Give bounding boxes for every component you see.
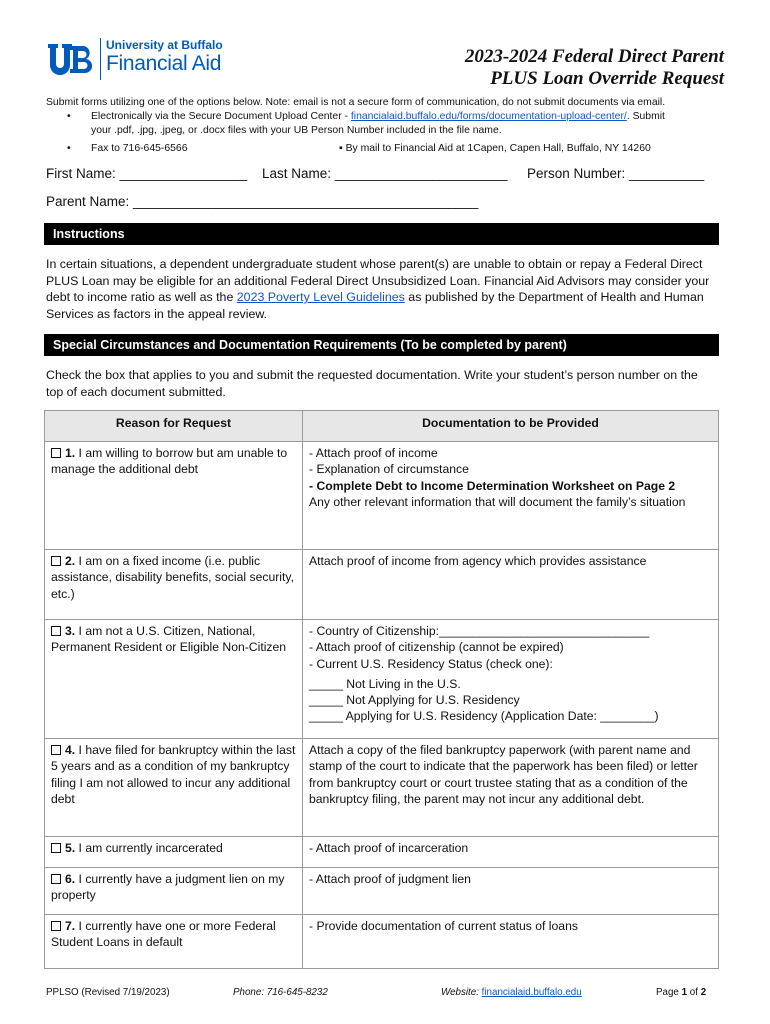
documentation-cell [303,837,719,868]
checkbox-2[interactable] [51,556,61,566]
checkbox-7[interactable] [51,921,61,931]
checkbox-1[interactable] [51,448,61,458]
table-row [45,868,719,915]
documentation-cell [303,442,719,550]
bullet-dot: • [67,111,71,122]
bullet-dot: ▪ [339,143,346,154]
doc-item[interactable]: - Country of Citizenship:_______________________________ [309,624,650,638]
document-title [465,46,724,90]
checkbox-3[interactable] [51,626,61,636]
first-name-field[interactable]: First Name: _________________ [46,166,248,181]
instructions-text-start: In certain situations, a dependent undergraduate student whose parent(s) are unable to obtain or repay a Federal Direct PLUS Loan may be eligible for an additional Federal Direct Unsubsidized Loan. Financial Aid Advisors may consider your debt to income ratio as well as the [46,257,710,305]
reason-text: I currently have one or more Federal Student Loans in default [51,919,276,950]
bullet-dot: • [67,143,71,154]
table-row [45,915,719,969]
page-total: 2 [700,987,707,998]
documentation-cell [303,868,719,915]
doc-item: Attach a copy of the filed bankruptcy paperwork (with parent name and stamp of the court to indicate that the paperwork has been filed) or letter from bankruptcy court or court trustee stating that as a condition of the bankruptcy filing, the parent may not incur any additional debt. [309,743,698,806]
reason-cell[interactable] [45,837,303,868]
checkbox-6[interactable] [51,874,61,884]
logo-department-name: Financial Aid [106,52,222,75]
doc-item: - Complete Debt to Income Determination Worksheet on Page 2 [309,478,676,493]
reason-text: I am on a fixed income (i.e. public assistance, disability benefits, social security, etc.) [51,554,294,601]
reason-number: 2. [65,554,76,568]
table-row [45,442,719,550]
mail-option [339,142,651,156]
residency-option[interactable]: _____ Not Living in the U.S. [309,676,461,691]
reason-cell[interactable] [45,739,303,837]
doc-item: - Attach proof of judgment lien [309,872,471,886]
mail-text: By mail to Financial Aid at 1Capen, Capen Hall, Buffalo, NY 14260 [345,143,651,154]
reason-cell[interactable] [45,620,303,739]
doc-item: - Current U.S. Residency Status (check one): [309,656,553,671]
last-name-field[interactable]: Last Name: _______________________ [262,166,508,181]
reason-number: 7. [65,919,76,933]
reason-number: 5. [65,841,76,855]
upload-suffix: . Submit [626,111,665,122]
poverty-guidelines-link[interactable]: 2023 Poverty Level Guidelines [236,290,405,305]
reason-number: 3. [65,624,76,638]
ub-monogram-icon [48,42,96,76]
reason-text: I am willing to borrow but am unable to manage the additional debt [51,446,288,477]
upload-line-2: your .pdf, .jpg, .jpeg, or .docx files with your UB Person Number included in the file name. [91,125,502,136]
special-circumstances-heading: Special Circumstances and Documentation Requirements (To be completed by parent) [44,334,719,356]
upload-prefix: Electronically via the Secure Document Upload Center - [91,111,351,122]
requirements-table [44,410,719,969]
title-line-2: PLUS Loan Override Request [490,68,724,89]
table-row [45,739,719,837]
documentation-cell [303,620,719,739]
reason-number: 1. [65,446,76,460]
reason-text: I am not a U.S. Citizen, National, Permanent Resident or Eligible Non-Citizen [51,624,287,655]
website-link[interactable]: financialaid.buffalo.edu [481,987,582,998]
ub-logo [48,38,238,84]
page-number: 1 [681,987,688,998]
doc-item: - Provide documentation of current status of loans [309,919,578,933]
residency-option[interactable]: _____ Applying for U.S. Residency (Application Date: ________) [309,709,659,724]
residency-option[interactable]: _____ Not Applying for U.S. Residency [309,693,520,708]
table-row [45,550,719,620]
doc-item: Any other relevant information that will document the family’s situation [309,494,686,509]
footer-website [441,987,582,998]
submission-intro: Submit forms utilizing one of the options below. Note: email is not a secure form of communication, do not submit documents via email. [46,97,666,108]
reason-cell[interactable] [45,915,303,969]
table-header-row [45,411,719,442]
page-of: of [687,987,701,998]
table-row [45,837,719,868]
website-label: Website: [441,987,482,998]
doc-item: - Attach proof of incarceration [309,841,469,855]
fax-text: Fax to 716-645-6566 [91,143,188,154]
checkbox-5[interactable] [51,843,61,853]
logo-university-name: University at Buffalo [106,38,223,52]
reason-number: 4. [65,743,76,757]
reason-text: I have filed for bankruptcy within the last 5 years and as a condition of my bankruptcy filing I am not allowed to incur any additional debt [51,743,296,806]
page-prefix: Page [656,987,682,998]
doc-item: - Attach proof of citizenship (cannot be expired) [309,640,564,655]
reason-text: I currently have a judgment lien on my property [51,872,285,903]
documentation-cell [303,915,719,969]
instructions-text [46,256,726,322]
reason-text: I am currently incarcerated [75,841,223,855]
parent-name-field[interactable]: Parent Name: ______________________________________________ [46,194,479,209]
form-id: PPLSO (Revised 7/19/2023) [46,987,170,998]
fax-option [67,142,188,156]
upload-option [67,110,731,138]
person-number-field[interactable]: Person Number: __________ [527,166,705,181]
reason-number: 6. [65,872,76,886]
reason-cell[interactable] [45,550,303,620]
logo-divider [100,38,101,80]
documentation-column-header: Documentation to be Provided [303,411,719,442]
reason-cell[interactable] [45,868,303,915]
reason-column-header: Reason for Request [45,411,303,442]
doc-item: - Attach proof of income [309,446,438,460]
documentation-cell [303,550,719,620]
upload-center-link[interactable]: financialaid.buffalo.edu/forms/documentation-upload-center/ [350,111,627,122]
checkbox-4[interactable] [51,745,61,755]
special-circumstances-text: Check the box that applies to you and submit the requested documentation. Write your student’s person number on the top of each document submitted. [46,368,698,399]
instructions-heading: Instructions [44,223,719,245]
reason-cell[interactable] [45,442,303,550]
table-row [45,620,719,739]
page-indicator [656,987,706,998]
doc-item: Attach proof of income from agency which provides assistance [309,554,647,568]
footer-phone: Phone: 716-645-8232 [233,987,328,998]
documentation-cell [303,739,719,837]
title-line-1: 2023-2024 Federal Direct Parent [464,46,724,67]
doc-item: - Explanation of circumstance [309,462,469,477]
instructions-text-end: as published by the Department of Health and Human Services as factors in the appeal review. [46,290,704,321]
